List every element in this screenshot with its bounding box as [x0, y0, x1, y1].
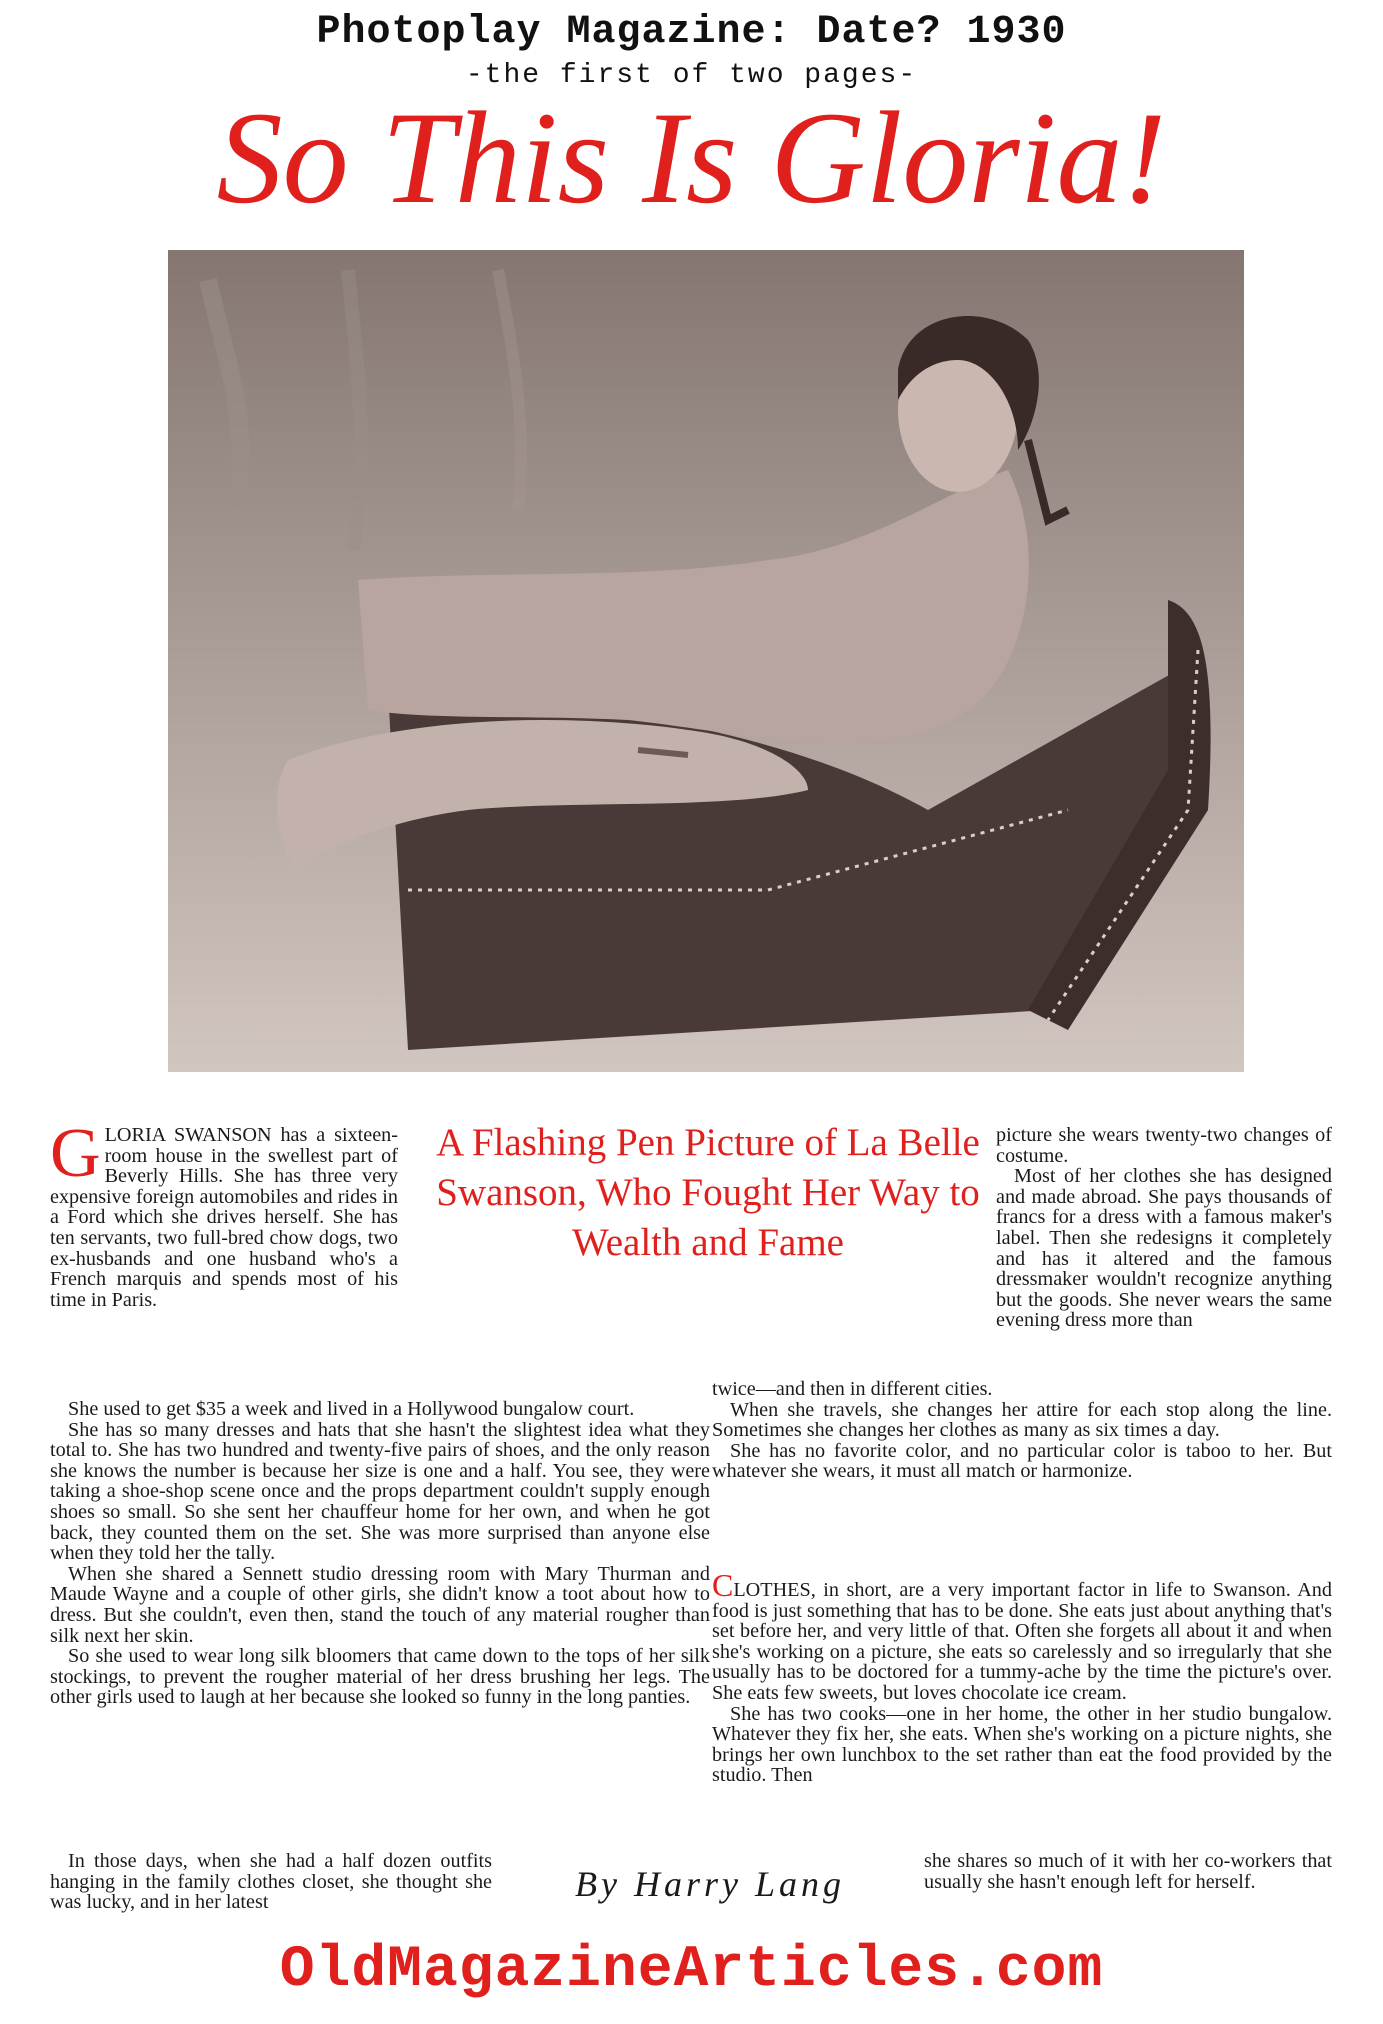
- article-paragraph: She has two cooks—one in her home, the other in her studio bungalow. Whatever they fix her, she eats. When she's working on a picture nights, she brings her own lunchbox to the set rather than eat the food provided by the studio. Then: [712, 1702, 1332, 1787]
- article-column-left-bottom: [50, 1851, 492, 1913]
- article-paragraph: LORIA SWANSON has a sixteen-room house in the swellest part of Beverly Hills. She has three very expensive foreign automobiles and rides in a Ford which she drives herself. She has ten servants, two full-bred chow dogs, two ex-husbands and one husband who's a French marquis and spends most of his time in Paris.: [50, 1124, 398, 1311]
- article-paragraph: When she shared a Sennett studio dressing room with Mary Thurman and Maude Wayne and a couple of other girls, she didn't know a toot about how to dress. But she couldn't, even then, stand the touch of any material rougher than silk next her skin.: [50, 1562, 710, 1647]
- article-paragraph: picture she wears twenty-two changes of costume.: [996, 1124, 1332, 1167]
- article-paragraph: twice—and then in different cities.: [712, 1378, 993, 1400]
- article-column-left: [50, 1399, 710, 1708]
- article-column-right: [712, 1379, 1332, 1482]
- article-paragraph: Most of her clothes she has designed and made abroad. She pays thousands of francs for a dress with a famous maker's label. Then she redesigns it completely and has it altered and the famous dressmaker wouldn't recognize anything but the goods. She never wears the same evening dress more than: [996, 1165, 1332, 1332]
- article-column-right-bottom: [924, 1851, 1332, 1892]
- byline: By Harry Lang: [575, 1864, 845, 1904]
- page-note: -the first of two pages-: [465, 60, 918, 91]
- site-footer: OldMagazineArticles.com: [279, 1938, 1104, 2003]
- source-header: Photoplay Magazine: Date? 1930: [316, 10, 1067, 55]
- article-paragraph: LOTHES, in short, are a very important factor in life to Swanson. And food is just something that has to be done. She eats just about anything that's set before her, and very little of that. Often she forgets all about it and when she's working on a picture, she eats so carelessly and so irregularly that she usually has to be doctored for a tummy-ache by the time the picture's over. She eats few sweets, but loves chocolate ice cream.: [712, 1579, 1332, 1704]
- article-title: So This Is Gloria!: [216, 84, 1167, 231]
- article-paragraph: So she used to wear long silk bloomers that came down to the tops of her silk stockings, to prevent the rougher material of her dress brushing her legs. The other girls used to laugh at her because she looked so funny in the long panties.: [50, 1645, 710, 1709]
- drop-cap: C: [712, 1567, 734, 1603]
- drop-cap: G: [50, 1115, 101, 1192]
- article-paragraph: When she travels, she changes her attire for each stop along the line. Sometimes she changes her clothes as many as six times a day.: [712, 1398, 1332, 1442]
- article-column-right-lower: [712, 1567, 1332, 1787]
- article-paragraph: She has no favorite color, and no particular color is taboo to her. But whatever she wears, it must all match or harmonize.: [712, 1439, 1332, 1483]
- article-paragraph: she shares so much of it with her co-workers that usually she hasn't enough left for herself.: [924, 1850, 1332, 1893]
- article-deck: A Flashing Pen Picture of La Belle Swanson, Who Fought Her Way to Wealth and Fame: [436, 1121, 980, 1264]
- article-column-intro: [50, 1115, 398, 1311]
- article-paragraph: In those days, when she had a half dozen outfits hanging in the family clothes closet, she thought she was lucky, and in her latest: [50, 1850, 492, 1914]
- portrait-photo: [168, 250, 1244, 1072]
- article-paragraph: She used to get $35 a week and lived in a Hollywood bungalow court.: [68, 1398, 635, 1420]
- article-column-right-top: [996, 1125, 1332, 1331]
- portrait-illustration: [168, 250, 1244, 1072]
- article-paragraph: She has so many dresses and hats that she hasn't the slightest idea what they total to. She has two hundred and twenty-five pairs of shoes, and the only reason she knows the number is because her size is one and a half. You see, they were taking a shoe-shop scene once and the props department couldn't supply enough shoes so small. So she sent her chauffeur home for her own, and when he got back, they counted them on the set. She was more surprised than anyone else when they told her the tally.: [50, 1418, 710, 1565]
